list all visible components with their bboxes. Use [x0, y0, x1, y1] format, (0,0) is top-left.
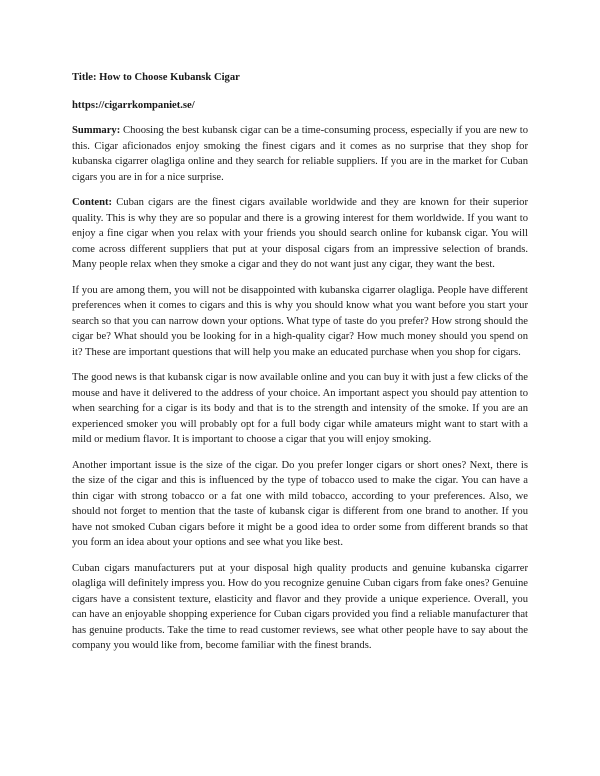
summary-paragraph [72, 123, 528, 185]
document-url: https://cigarrkompaniet.se/ [72, 99, 195, 111]
body-paragraph-2: The good news is that kubansk cigar is now available online and you can buy it with just a few clicks of the mouse and have it delivered to the address of your choice. An important aspect you should pay attention to when searching for a cigar is its body and that is to the strength and intensity of the smoke. If you are an experienced smoker you will probably opt for a full body cigar while amateurs might want to start with a mild or medium flavor. It is important to choose a cigar that you will enjoy smoking. [72, 372, 529, 445]
content-label: Content: [72, 197, 113, 208]
body-paragraph-1: If you are among them, you will not be disappointed with kubanska cigarrer olagliga. People have different preferences when it comes to cigars and this is why you should know what you want before you start your search so that you can narrow down your options. What type of taste do you prefer? How strong should the cigar be? What should you be looking for in a high-quality cigar? How much money should you spend on it? These are important questions that will help you make an educated purchase when you shop for cigars. [72, 284, 528, 358]
summary-text: Choosing the best kubansk cigar can be a time-consuming process, especially if you are new to this. Cigar aficionados enjoy smoking the finest cigars and it comes as no surprise that they shop for kubanska cigarrer olagliga online and they search for reliable suppliers. If you are in the market for Cuban cigars you are in for a nice surprise. [72, 125, 528, 183]
body-paragraph-4: Cuban cigars manufacturers put at your disposal high quality products and genuine kubanska cigarrer olagliga will definitely impress you. How do you recognize genuine Cuban cigars from fake ones? Genuine cigars have a consistent texture, elasticity and flavor and they provide a unique experience. Overall, you can have an enjoyable shopping experience for Cuban cigars provided you find a reliable manufacturer that has genuine products. Take the time to read customer reviews, see what other people have to say about the company you would like from, become familiar with the finest brands. [72, 562, 528, 651]
document-page [72, 70, 528, 664]
content-text: Cuban cigars are the finest cigars available worldwide and they are known for their superior quality. This is why they are so popular and there is a growing interest for them worldwide. If you want to enjoy a fine cigar when you relax with your friends you should search online for kubansk cigar. You will come across different suppliers that put at your disposal cigars from an impressive selection of brands. Many people relax when they smoke a cigar and they do not want just any cigar, they want the best. [72, 197, 528, 270]
content-paragraph [72, 195, 528, 273]
summary-label: Summary: [72, 125, 121, 136]
body-paragraph-3: Another important issue is the size of the cigar. Do you prefer longer cigars or short ones? Next, there is the size of the cigar and this is influenced by the type of tobacco used to make the cigar. You can have a thin cigar with strong tobacco or a fat one with mild tobacco, according to your preferences. Also, we should not forget to mention that the taste of kubansk cigar is different from one brand to another. If you have not smoked Cuban cigars before it might be a good idea to order some from different brands so that you form an idea about your options and see what you like best. [72, 459, 528, 548]
document-title: Title: How to Choose Kubansk Cigar [72, 72, 240, 83]
